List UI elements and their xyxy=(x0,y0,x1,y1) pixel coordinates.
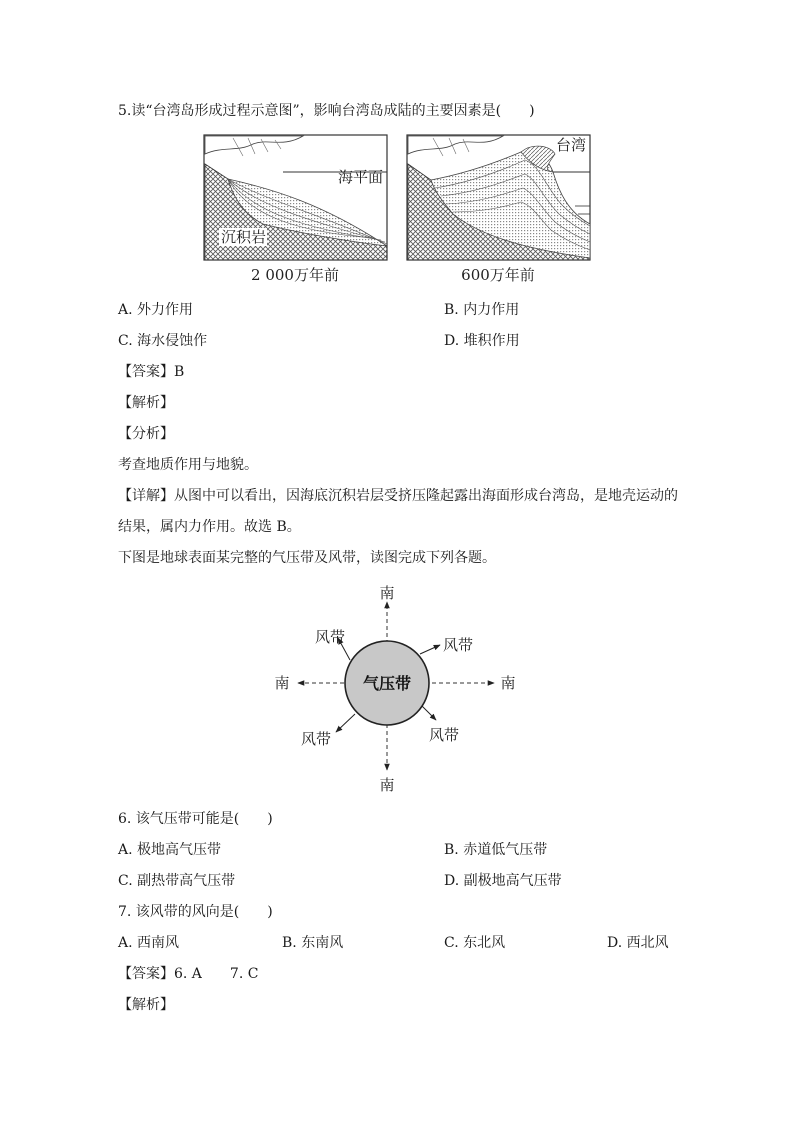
caption-left: 2 000万年前 xyxy=(251,266,339,284)
group-intro: 下图是地球表面某完整的气压带及风带，读图完成下列各题。 xyxy=(118,550,496,566)
q6-option-a[interactable]: A. 极地高气压带 xyxy=(118,842,222,858)
q5-option-a[interactable]: A. 外力作用 xyxy=(118,302,194,318)
wind-belt-top-right: 风带 xyxy=(442,636,474,654)
answer-6-7: 【答案】6. A 7. C xyxy=(118,966,259,982)
q5-answer: 【答案】B xyxy=(118,364,185,380)
q7-option-d[interactable]: D. 西北风 xyxy=(607,935,669,951)
caption-right: 600万年前 xyxy=(461,266,535,284)
q5-stem: 5.读“台湾岛形成过程示意图”，影响台湾岛成陆的主要因素是( ) xyxy=(118,103,535,119)
taiwan-formation-figure xyxy=(203,134,593,286)
q5-analysis-heading: 【解析】 xyxy=(118,395,174,411)
sea-level-label: 海平面 xyxy=(338,168,384,186)
q6-option-c[interactable]: C. 副热带高气压带 xyxy=(118,873,236,889)
q5-detail-line-1: 【详解】从图中可以看出，因海底沉积岩层受挤压隆起露出海面形成台湾岛，是地壳运动的 xyxy=(118,488,678,504)
rock-label: 沉积岩 xyxy=(221,228,267,246)
direction-left: 南 xyxy=(274,674,290,692)
pressure-belt-diagram xyxy=(262,580,532,796)
wind-belt-bottom-right: 风带 xyxy=(428,726,460,744)
q7-option-c[interactable]: C. 东北风 xyxy=(444,935,506,951)
right-panel xyxy=(407,135,590,260)
q7-stem: 7. 该风带的风向是( ) xyxy=(118,904,273,920)
direction-top: 南 xyxy=(379,584,395,602)
direction-bottom: 南 xyxy=(379,776,395,794)
q6-stem: 6. 该气压带可能是( ) xyxy=(118,811,273,827)
q5-option-c[interactable]: C. 海水侵蚀作 xyxy=(118,333,208,349)
q5-fenxi-heading: 【分析】 xyxy=(118,426,174,442)
wind-belt-top-left: 风带 xyxy=(314,628,346,646)
q6-option-b[interactable]: B. 赤道低气压带 xyxy=(444,842,548,858)
left-panel xyxy=(204,135,387,260)
taiwan-label: 台湾 xyxy=(556,136,587,154)
q5-fenxi-text: 考查地质作用与地貌。 xyxy=(118,457,258,473)
wind-belt-bottom-left: 风带 xyxy=(300,730,332,748)
direction-right: 南 xyxy=(500,674,516,692)
q7-option-b[interactable]: B. 东南风 xyxy=(282,935,344,951)
q5-option-d[interactable]: D. 堆积作用 xyxy=(444,333,520,349)
pressure-belt-label: 气压带 xyxy=(362,674,412,693)
q5-detail-line-2: 结果，属内力作用。故选 B。 xyxy=(118,519,301,535)
q6-option-d[interactable]: D. 副极地高气压带 xyxy=(444,873,562,889)
q7-option-a[interactable]: A. 西南风 xyxy=(118,935,180,951)
analysis-6-7-heading: 【解析】 xyxy=(118,997,174,1013)
q5-option-b[interactable]: B. 内力作用 xyxy=(444,302,520,318)
